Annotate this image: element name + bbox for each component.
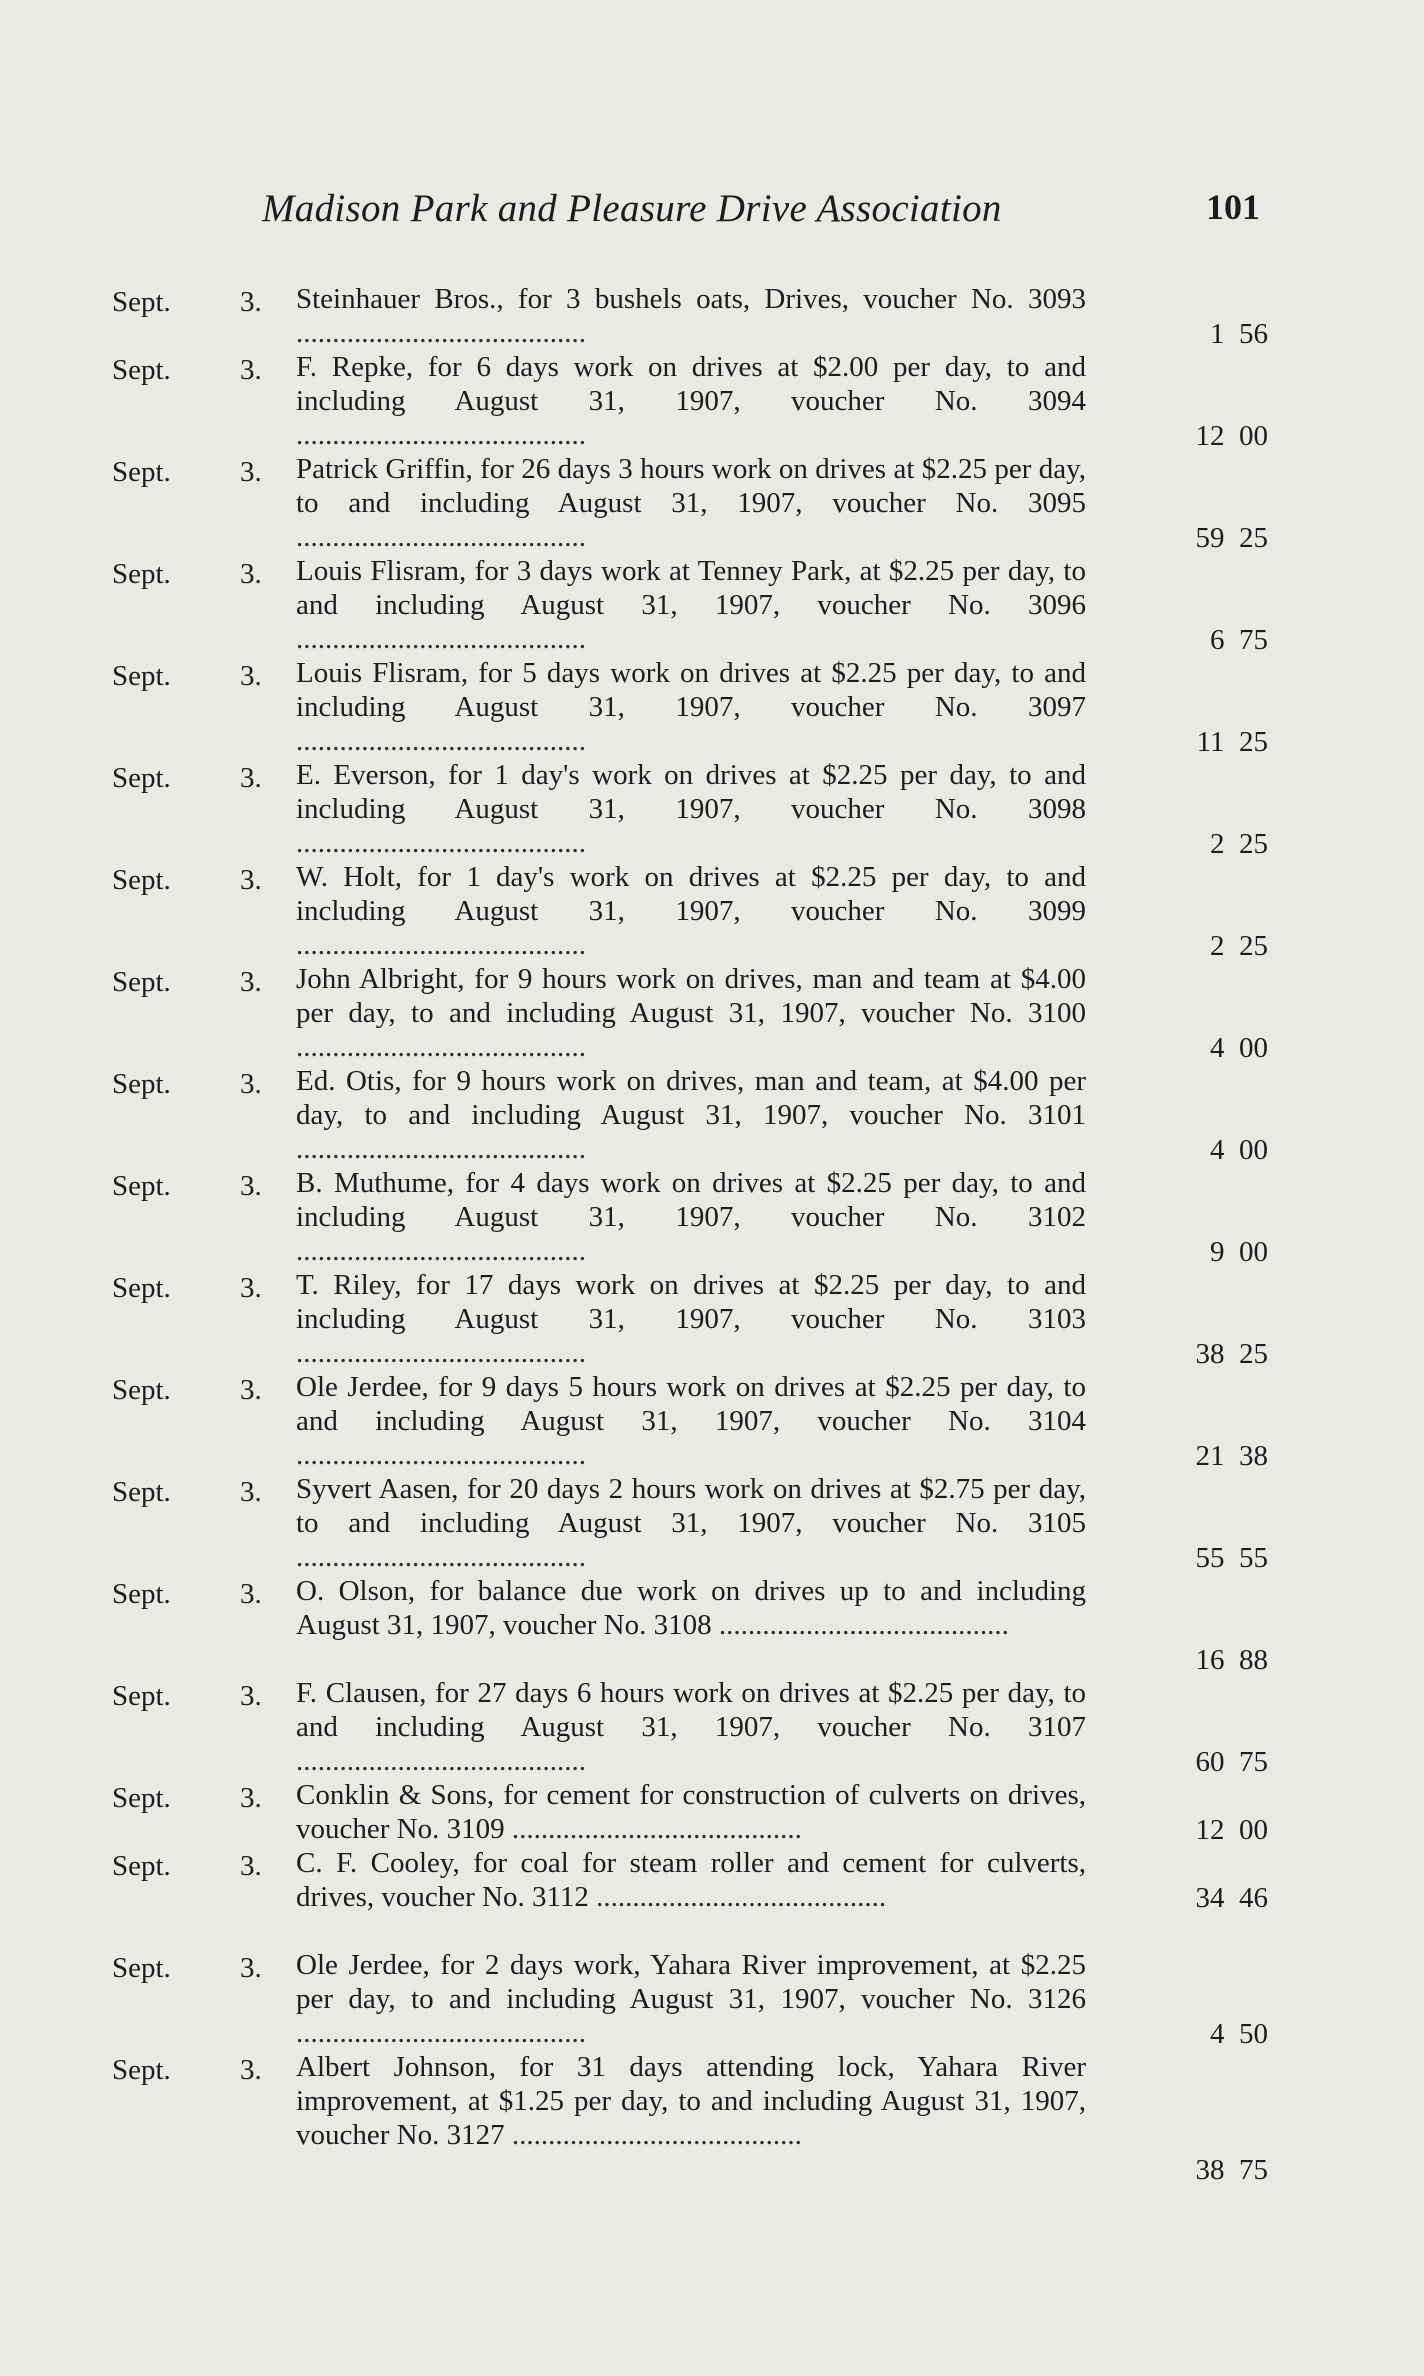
amount-dollars: 38 [1195, 2154, 1225, 2186]
running-header [0, 186, 1424, 236]
entry-amount [1128, 1644, 1268, 1677]
entry-month: Sept. [112, 1680, 171, 1712]
dot-leader: ........................................ [296, 2017, 586, 2049]
voucher-entry [0, 452, 1424, 554]
dot-leader: ........................................ [296, 1235, 586, 1267]
entry-day: 3. [240, 286, 262, 318]
amount-cents: 75 [1239, 624, 1268, 656]
entry-month: Sept. [112, 286, 171, 318]
dot-leader: ........................................ [296, 1031, 586, 1063]
entry-day: 3. [240, 354, 262, 386]
entry-text: O. Olson, for balance due work on drives up to and including August 31, 1907, voucher No. 3108 [296, 1575, 1086, 1641]
dot-leader: ........................................ [296, 317, 586, 349]
voucher-entry [0, 1948, 1424, 2050]
entry-description [296, 1574, 1086, 1676]
amount-cents: 25 [1239, 930, 1268, 962]
entry-month: Sept. [112, 1782, 171, 1814]
entry-month: Sept. [112, 1272, 171, 1304]
entry-day: 3. [240, 1476, 262, 1508]
voucher-entry [0, 1166, 1424, 1268]
entry-text: Ole Jerdee, for 2 days work, Yahara River improvement, at $2.25 per day, to and including August 31, 1907, voucher No. 3126 [296, 1949, 1086, 2015]
entry-day: 3. [240, 1272, 262, 1304]
amount-cents: 56 [1239, 318, 1268, 350]
entry-day: 3. [240, 1170, 262, 1202]
voucher-entry [0, 1064, 1424, 1166]
entry-amount [1128, 1542, 1268, 1575]
entry-day: 3. [240, 558, 262, 590]
voucher-entry [0, 1574, 1424, 1676]
dot-leader: ........................................ [296, 827, 586, 859]
entry-day: 3. [240, 1782, 262, 1814]
entry-description [296, 1676, 1086, 1778]
voucher-entry [0, 860, 1424, 962]
entry-day: 3. [240, 762, 262, 794]
voucher-entry [0, 282, 1424, 350]
dot-leader: ........................................ [296, 1337, 586, 1369]
amount-cents: 75 [1239, 1746, 1268, 1778]
dot-leader: ........................................ [504, 2119, 802, 2151]
amount-cents: 00 [1239, 1236, 1268, 1268]
amount-dollars: 4 [1210, 1134, 1225, 1166]
amount-dollars: 11 [1196, 726, 1225, 758]
voucher-entry [0, 1472, 1424, 1574]
entry-text: F. Repke, for 6 days work on drives at $2.00 per day, to and including August 31, 1907, voucher No. 3094 [296, 351, 1086, 417]
page-number: 101 [1206, 187, 1260, 227]
entry-month: Sept. [112, 1578, 171, 1610]
voucher-entry [0, 1370, 1424, 1472]
amount-cents: 00 [1239, 420, 1268, 452]
entry-amount [1128, 2154, 1268, 2187]
entry-day: 3. [240, 864, 262, 896]
entry-month: Sept. [112, 1374, 171, 1406]
amount-cents: 25 [1239, 828, 1268, 860]
entry-month: Sept. [112, 864, 171, 896]
entry-month: Sept. [112, 762, 171, 794]
amount-dollars: 60 [1195, 1746, 1225, 1778]
amount-cents: 88 [1239, 1644, 1268, 1676]
entry-amount [1128, 318, 1268, 351]
entry-description [296, 1948, 1086, 2050]
voucher-entry [0, 758, 1424, 860]
entry-description [296, 962, 1086, 1064]
amount-cents: 75 [1239, 2154, 1268, 2186]
entry-month: Sept. [112, 2054, 171, 2086]
amount-dollars: 2 [1210, 828, 1225, 860]
entry-text: Patrick Griffin, for 26 days 3 hours work on drives at $2.25 per day, to and including August 31, 1907, voucher No. 3095 [296, 453, 1086, 519]
entry-text: Ed. Otis, for 9 hours work on drives, man and team, at $4.00 per day, to and including August 31, 1907, voucher No. 3101 [296, 1065, 1086, 1131]
entry-text: Steinhauer Bros., for 3 bushels oats, Drives, voucher No. 3093 [296, 283, 1086, 315]
entry-text: Syvert Aasen, for 20 days 2 hours work on drives at $2.75 per day, to and including August 31, 1907, voucher No. 3105 [296, 1473, 1086, 1539]
amount-dollars: 55 [1195, 1542, 1225, 1574]
entry-description [296, 758, 1086, 860]
entry-text: Albert Johnson, for 31 days attending lock, Yahara River improvement, at $1.25 per day, to and including August 31, 1907, voucher No. 3127 [296, 2051, 1086, 2151]
entry-description [296, 452, 1086, 554]
voucher-entry [0, 1268, 1424, 1370]
entry-amount [1128, 2018, 1268, 2051]
dot-leader: ........................................ [296, 929, 586, 961]
voucher-entry [0, 1676, 1424, 1778]
dot-leader: ........................................ [296, 1745, 586, 1777]
entry-amount [1128, 1440, 1268, 1473]
amount-cents: 50 [1239, 2018, 1268, 2050]
amount-dollars: 38 [1195, 1338, 1225, 1370]
entry-amount [1128, 930, 1268, 963]
entry-text: E. Everson, for 1 day's work on drives at $2.25 per day, to and including August 31, 1907, voucher No. 3098 [296, 759, 1086, 825]
entry-day: 3. [240, 456, 262, 488]
dot-leader: ........................................ [296, 419, 586, 451]
amount-cents: 25 [1239, 1338, 1268, 1370]
voucher-entry [0, 350, 1424, 452]
amount-cents: 55 [1239, 1542, 1268, 1574]
entry-month: Sept. [112, 1476, 171, 1508]
amount-cents: 25 [1239, 726, 1268, 758]
entry-text: Louis Flisram, for 3 days work at Tenney Park, at $2.25 per day, to and including August 31, 1907, voucher No. 3096 [296, 555, 1086, 621]
entry-amount [1128, 522, 1268, 555]
dot-leader: ........................................ [296, 521, 586, 553]
entry-text: Louis Flisram, for 5 days work on drives at $2.25 per day, to and including August 31, 1907, voucher No. 3097 [296, 657, 1086, 723]
amount-dollars: 4 [1210, 2018, 1225, 2050]
entry-month: Sept. [112, 1170, 171, 1202]
dot-leader: ........................................ [588, 1881, 887, 1913]
amount-cents: 46 [1239, 1882, 1268, 1914]
entry-description [296, 1268, 1086, 1370]
entry-description [296, 1370, 1086, 1472]
entry-month: Sept. [112, 354, 171, 386]
amount-cents: 25 [1239, 522, 1268, 554]
dot-leader: ........................................ [296, 1541, 586, 1573]
entry-month: Sept. [112, 1850, 171, 1882]
entry-month: Sept. [112, 558, 171, 590]
amount-dollars: 34 [1195, 1882, 1225, 1914]
amount-cents: 00 [1239, 1814, 1268, 1846]
entry-description [296, 1064, 1086, 1166]
entry-month: Sept. [112, 966, 171, 998]
entry-description [296, 1166, 1086, 1268]
entry-text: Conklin & Sons, for cement for construction of culverts on drives, voucher No. 3109 [296, 1779, 1086, 1845]
voucher-entry [0, 1778, 1424, 1846]
entry-day: 3. [240, 1068, 262, 1100]
running-title: Madison Park and Pleasure Drive Association [262, 187, 1002, 230]
dot-leader: ........................................ [296, 1133, 586, 1165]
entry-text: W. Holt, for 1 day's work on drives at $2.25 per day, to and including August 31, 1907, voucher No. 3099 [296, 861, 1086, 927]
entry-description [296, 282, 1086, 350]
voucher-entry [0, 554, 1424, 656]
entry-month: Sept. [112, 660, 171, 692]
entry-month: Sept. [112, 1068, 171, 1100]
voucher-entry [0, 656, 1424, 758]
dot-leader: ........................................ [296, 725, 586, 757]
entry-description [296, 350, 1086, 452]
entry-amount [1128, 1814, 1268, 1847]
dot-leader: ........................................ [711, 1609, 1009, 1641]
entry-day: 3. [240, 1374, 262, 1406]
amount-dollars: 21 [1195, 1440, 1225, 1472]
entry-day: 3. [240, 1578, 262, 1610]
entry-description [296, 554, 1086, 656]
entry-amount [1128, 828, 1268, 861]
amount-dollars: 2 [1210, 930, 1225, 962]
dot-leader: ........................................ [504, 1813, 802, 1845]
entry-amount [1128, 1134, 1268, 1167]
voucher-entry [0, 962, 1424, 1064]
amount-dollars: 12 [1195, 1814, 1225, 1846]
amount-dollars: 16 [1195, 1644, 1225, 1676]
entry-description [296, 2050, 1086, 2186]
amount-cents: 38 [1239, 1440, 1268, 1472]
amount-cents: 00 [1239, 1032, 1268, 1064]
voucher-entry [0, 1846, 1424, 1914]
entry-text: C. F. Cooley, for coal for steam roller and cement for culverts, drives, voucher No. 3112 [296, 1847, 1086, 1913]
entry-amount [1128, 726, 1268, 759]
entry-text: T. Riley, for 17 days work on drives at $2.25 per day, to and including August 31, 1907, voucher No. 3103 [296, 1269, 1086, 1335]
entry-day: 3. [240, 2054, 262, 2086]
entry-month: Sept. [112, 456, 171, 488]
entry-description [296, 1472, 1086, 1574]
amount-dollars: 59 [1195, 522, 1225, 554]
dot-leader: ........................................ [296, 623, 586, 655]
entry-text: Ole Jerdee, for 9 days 5 hours work on drives at $2.25 per day, to and including August 31, 1907, voucher No. 3104 [296, 1371, 1086, 1437]
dot-leader: ........................................ [296, 1439, 586, 1471]
entry-day: 3. [240, 660, 262, 692]
amount-cents: 00 [1239, 1134, 1268, 1166]
entry-description [296, 1778, 1086, 1846]
entry-text: John Albright, for 9 hours work on drives, man and team at $4.00 per day, to and including August 31, 1907, voucher No. 3100 [296, 963, 1086, 1029]
amount-dollars: 12 [1195, 420, 1225, 452]
entry-description [296, 1846, 1086, 1914]
entry-description [296, 860, 1086, 962]
entry-text: B. Muthume, for 4 days work on drives at $2.25 per day, to and including August 31, 1907, voucher No. 3102 [296, 1167, 1086, 1233]
entry-day: 3. [240, 966, 262, 998]
entry-amount [1128, 1032, 1268, 1065]
entry-month: Sept. [112, 1952, 171, 1984]
entry-amount [1128, 1236, 1268, 1269]
voucher-entry [0, 2050, 1424, 2186]
entry-day: 3. [240, 1680, 262, 1712]
amount-dollars: 4 [1210, 1032, 1225, 1064]
entry-day: 3. [240, 1850, 262, 1882]
amount-dollars: 9 [1210, 1236, 1225, 1268]
entry-amount [1128, 1746, 1268, 1779]
entry-day: 3. [240, 1952, 262, 1984]
amount-dollars: 1 [1210, 318, 1225, 350]
entry-amount [1128, 624, 1268, 657]
amount-dollars: 6 [1210, 624, 1225, 656]
entry-amount [1128, 420, 1268, 453]
entry-description [296, 656, 1086, 758]
entry-amount [1128, 1338, 1268, 1371]
entry-amount [1128, 1882, 1268, 1915]
entry-text: F. Clausen, for 27 days 6 hours work on drives at $2.25 per day, to and including August 31, 1907, voucher No. 3107 [296, 1677, 1086, 1743]
